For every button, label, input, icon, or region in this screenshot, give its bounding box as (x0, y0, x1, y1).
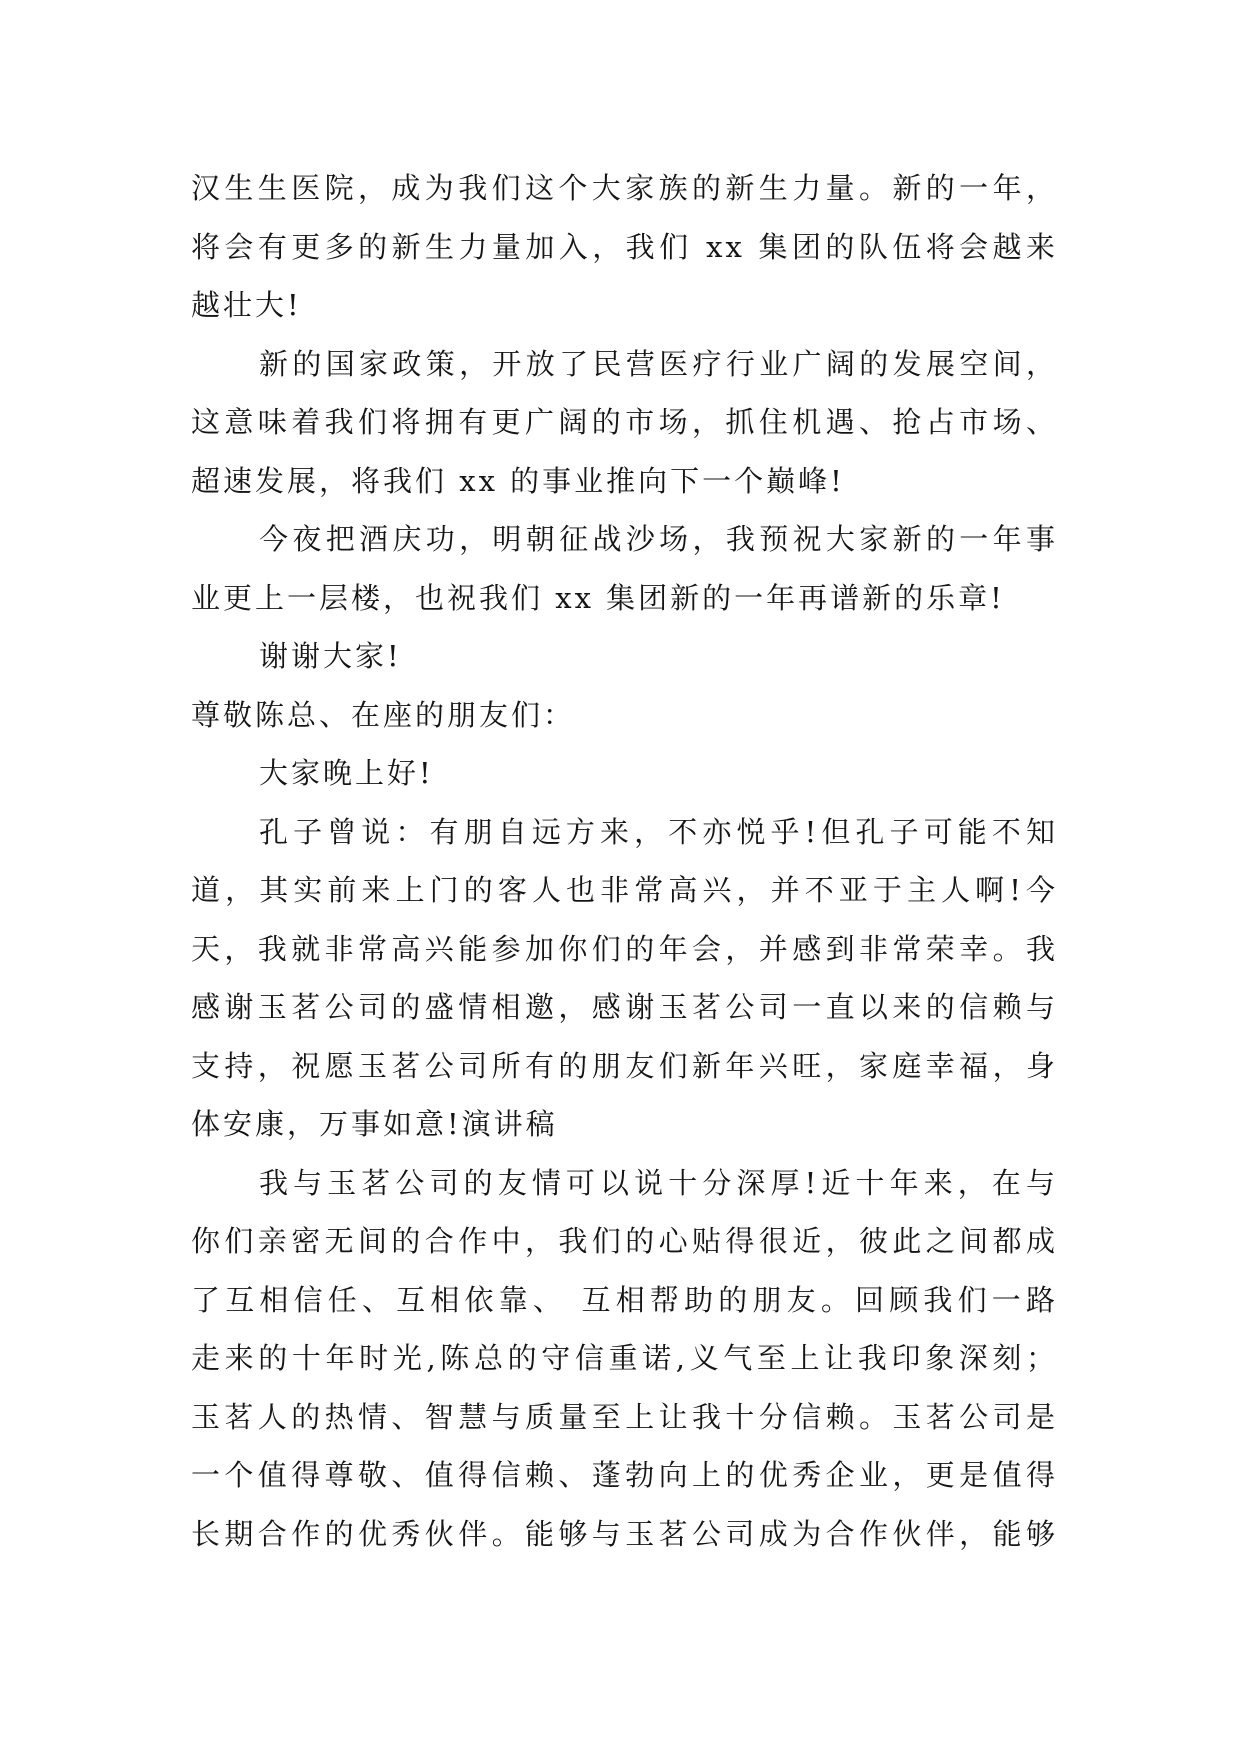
salutation (191, 686, 1058, 745)
paragraph-line: 你们亲密无间的合作中，我们的心贴得很近，彼此之间都成 (191, 1224, 1058, 1258)
paragraph-line: 汉生生医院，成为我们这个大家族的新生力量。新的一年， (191, 171, 1058, 205)
salutation-line: 尊敬陈总、在座的朋友们： (191, 697, 576, 732)
document-body (191, 159, 1058, 1563)
paragraph-line: 长期合作的优秀伙伴。能够与玉茗公司成为合作伙伴，能够 (191, 1516, 1058, 1551)
paragraph-line: 这意味着我们将拥有更广阔的市场，抓住机遇、抢占市场、 (191, 405, 1058, 439)
paragraph-line: 谢谢大家! (259, 639, 402, 673)
paragraph-line: 业更上一层楼，也祝我们 xx 集团新的一年再谱新的乐章! (191, 580, 1005, 615)
paragraph-line: 将会有更多的新生力量加入，我们 xx 集团的队伍将会越来 (191, 229, 1058, 264)
greeting (191, 744, 1058, 803)
paragraph-line: 今夜把酒庆功，明朝征战沙场，我预祝大家新的一年事 (259, 522, 1058, 556)
paragraph (191, 803, 1058, 1154)
paragraph-line: 支持，祝愿玉茗公司所有的朋友们新年兴旺，家庭幸福，身 (191, 1048, 1058, 1083)
paragraph-continued (191, 159, 1058, 335)
paragraph-line: 孔子曾说：有朋自远方来，不亦悦乎!但孔子可能不知 (259, 814, 1058, 849)
paragraph-line: 新的国家政策，开放了民营医疗行业广阔的发展空间， (259, 346, 1058, 381)
paragraph-line: 了互相信任、互相依靠、 互相帮助的朋友。回顾我们一路 (191, 1282, 1058, 1317)
paragraph-thanks (191, 627, 1058, 686)
paragraph-line: 大家晚上好! (259, 756, 434, 790)
paragraph-continues (191, 1154, 1058, 1564)
paragraph-line: 越壮大! (191, 288, 302, 322)
paragraph-line: 一个值得尊敬、值得信赖、蓬勃向上的优秀企业，更是值得 (191, 1458, 1058, 1492)
paragraph-line: 玉茗人的热情、智慧与质量至上让我十分信赖。玉茗公司是 (191, 1399, 1058, 1434)
paragraph-line: 感谢玉茗公司的盛情相邀，感谢玉茗公司一直以来的信赖与 (191, 990, 1058, 1024)
paragraph-line: 体安康，万事如意!演讲稿 (191, 1107, 558, 1141)
paragraph (191, 335, 1058, 511)
paragraph-line: 天，我就非常高兴能参加你们的年会，并感到非常荣幸。我 (191, 931, 1058, 966)
paragraph-line: 我与玉茗公司的友情可以说十分深厚!近十年来，在与 (259, 1165, 1058, 1200)
paragraph (191, 510, 1058, 627)
paragraph-line: 道，其实前来上门的客人也非常高兴，并不亚于主人啊!今 (191, 873, 1058, 907)
paragraph-line: 走来的十年时光,陈总的守信重诺,义气至上让我印象深刻； (191, 1341, 1058, 1375)
paragraph-line: 超速发展，将我们 xx 的事业推向下一个巅峰! (191, 463, 845, 498)
